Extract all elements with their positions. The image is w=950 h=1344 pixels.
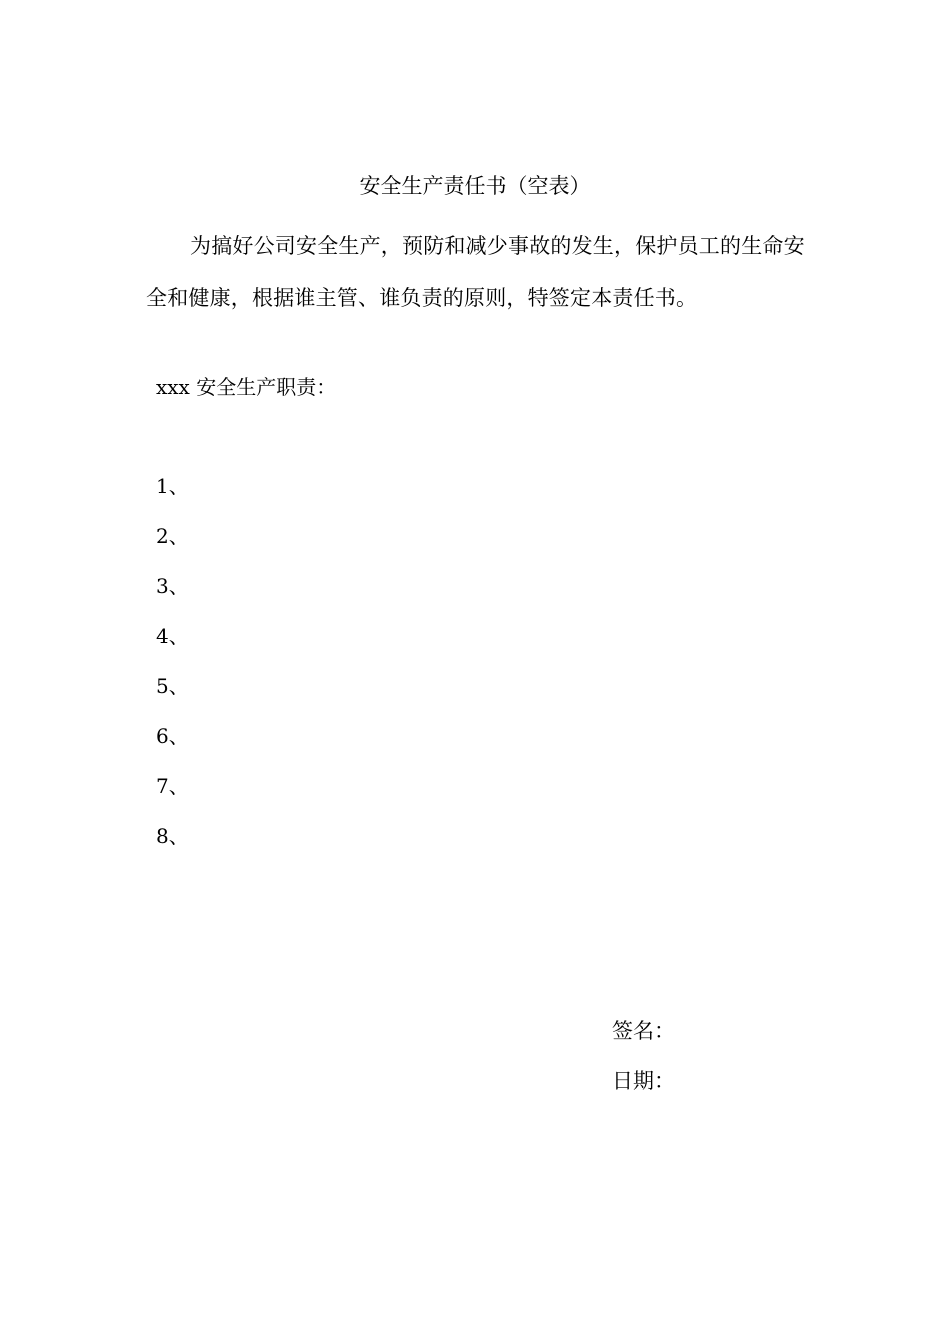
duty-item-3: 3、 <box>156 574 189 598</box>
intro-paragraph: 为搞好公司安全生产，预防和减少事故的发生，保护员工的生命安全和健康，根据谁主管、谁负责的原则，特签定本责任书。 <box>146 234 805 310</box>
document-title: 安全生产责任书（空表） <box>359 174 591 198</box>
duty-item-7: 7、 <box>156 774 189 798</box>
signature-block <box>612 1017 675 1117</box>
duty-item-6: 6、 <box>156 724 189 748</box>
duty-item-1: 1、 <box>156 474 189 498</box>
duty-heading: xxx 安全生产职责： <box>156 375 337 399</box>
duty-item-4: 4、 <box>156 624 189 648</box>
signature-label: 签名： <box>612 1019 675 1043</box>
date-label: 日期： <box>612 1069 675 1093</box>
duty-item-5: 5、 <box>156 674 189 698</box>
duty-item-8: 8、 <box>156 824 189 848</box>
duty-list <box>156 472 189 872</box>
duty-item-2: 2、 <box>156 524 189 548</box>
